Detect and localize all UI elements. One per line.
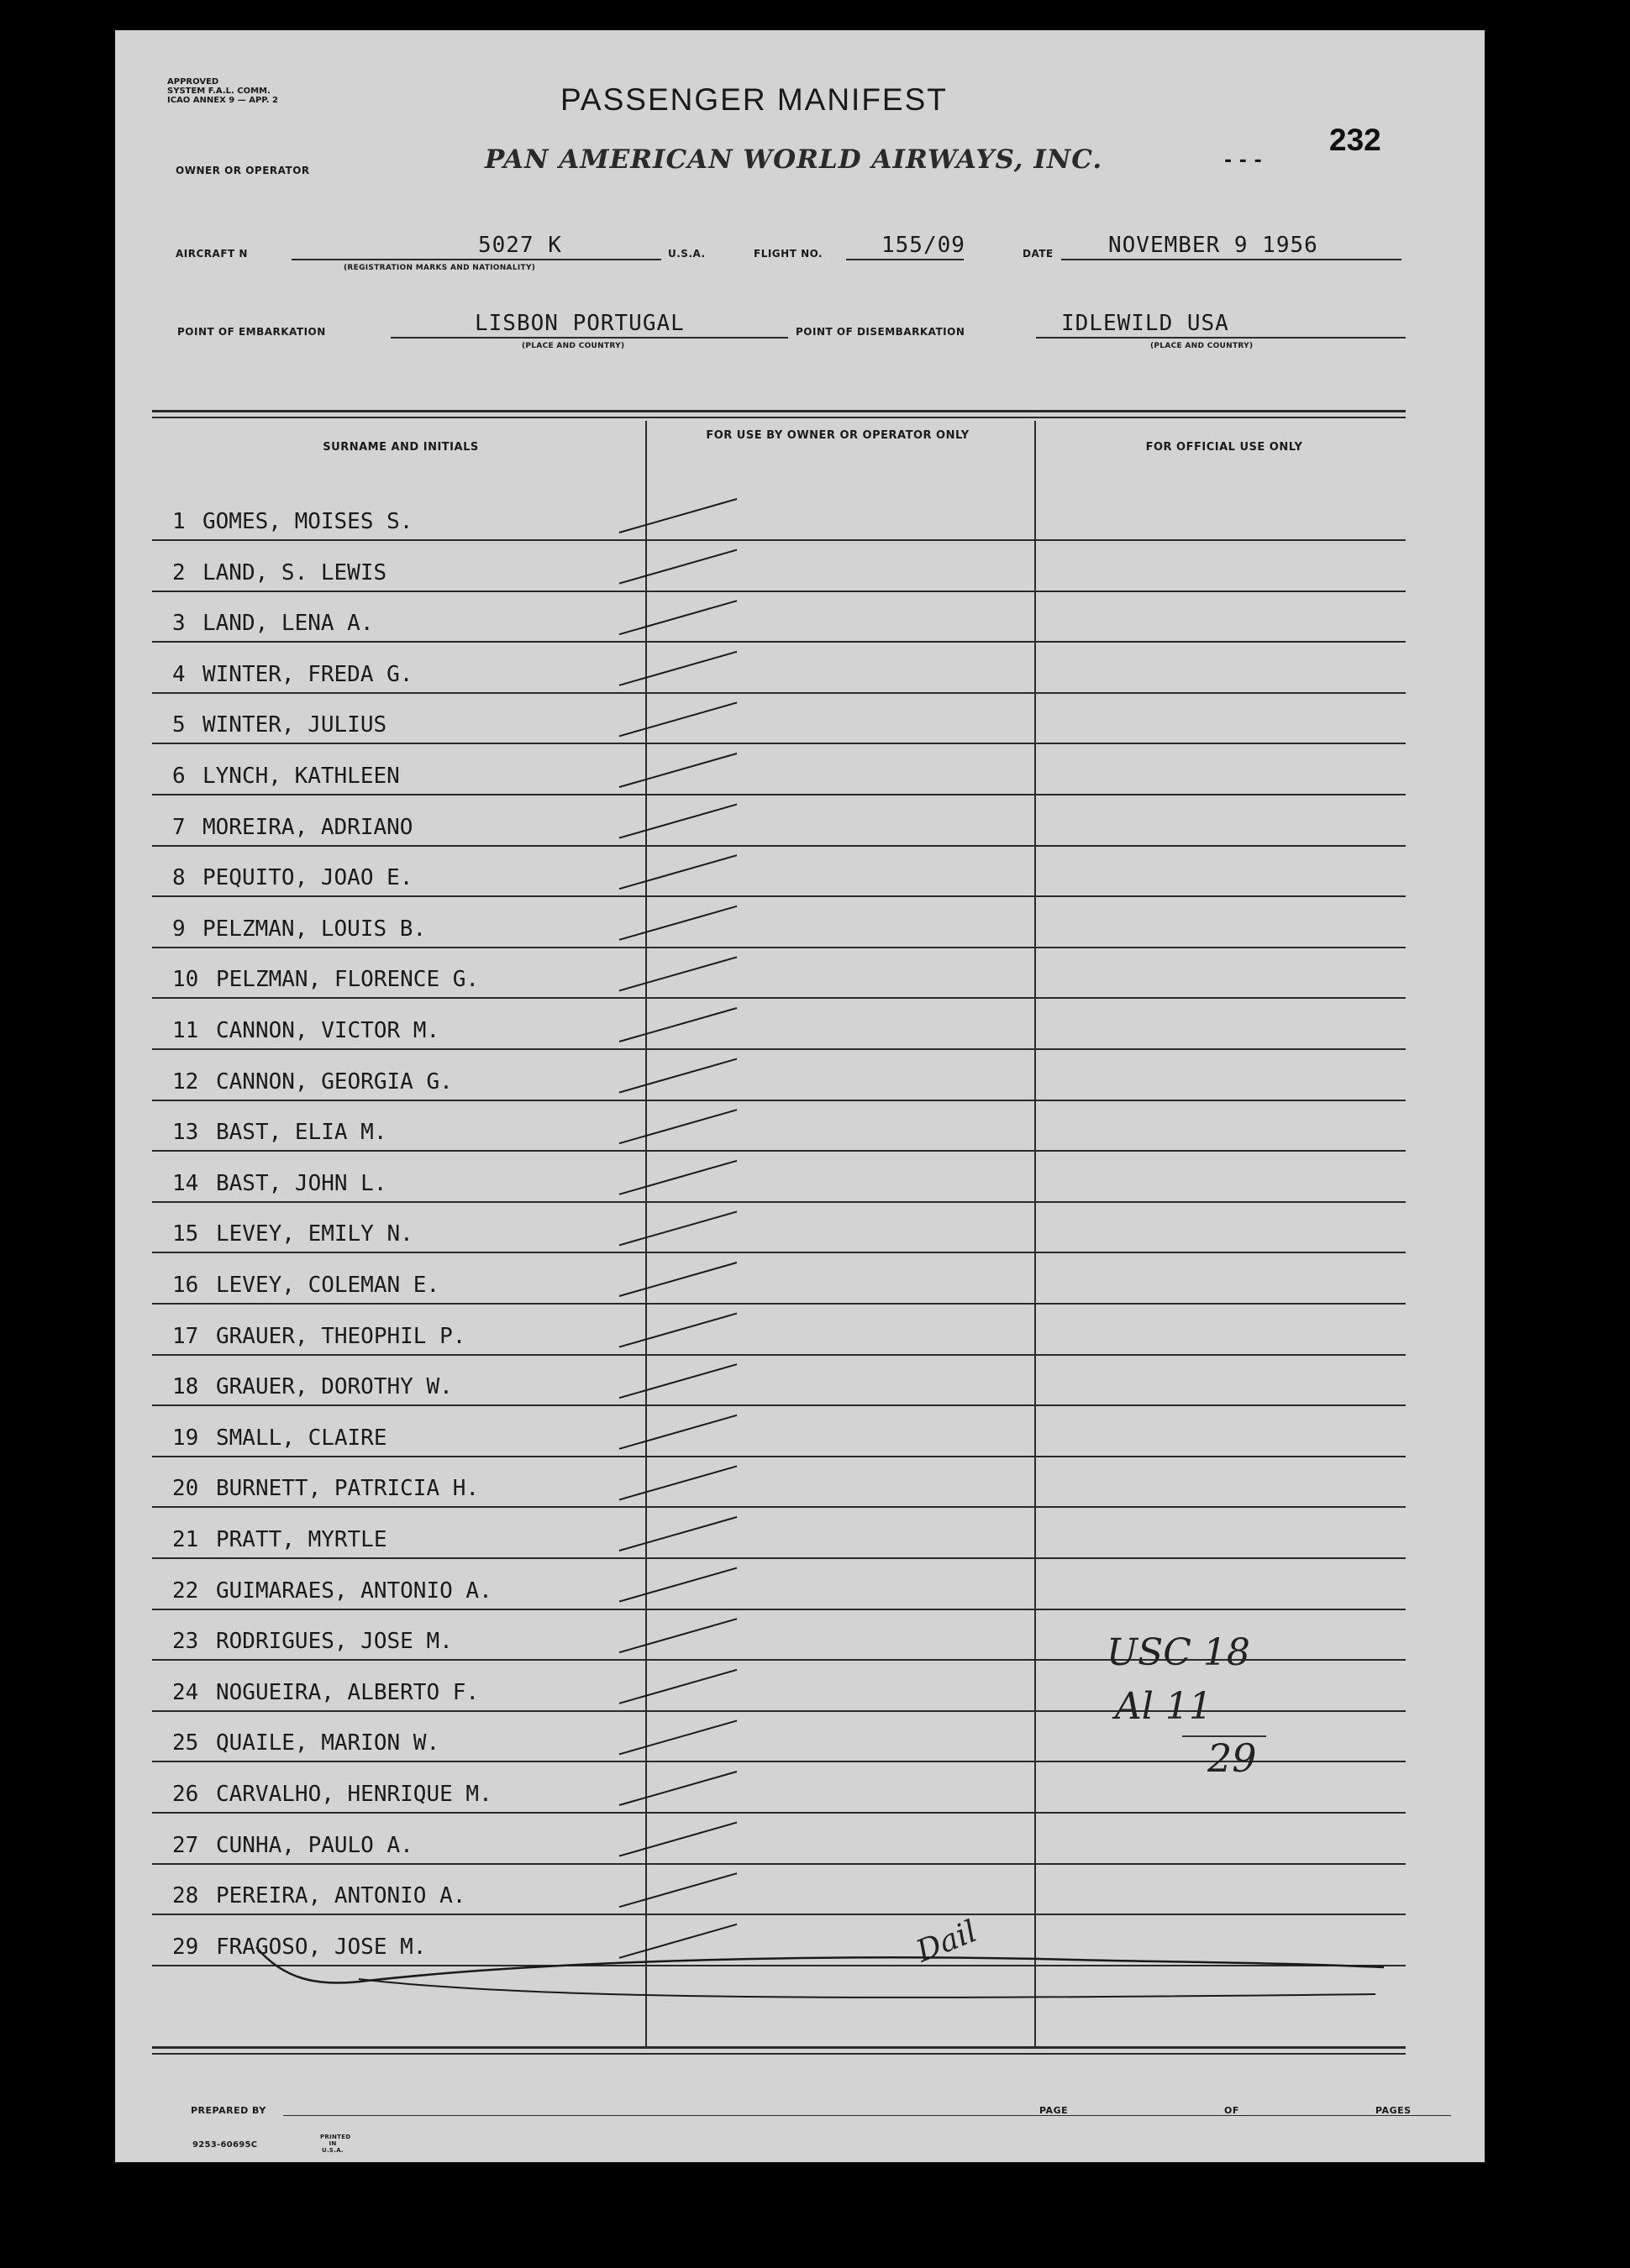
passenger-number: 26 xyxy=(172,1782,199,1807)
check-mark xyxy=(619,805,737,838)
passenger-name: BAST, JOHN L. xyxy=(216,1170,387,1196)
passenger-name: CUNHA, PAULO A. xyxy=(216,1832,413,1858)
flight-value: 155/09 xyxy=(881,233,965,258)
passenger-number: 12 xyxy=(172,1068,199,1095)
check-mark xyxy=(619,499,737,533)
passenger-number: 24 xyxy=(172,1679,199,1705)
passenger-name: GRAUER, DOROTHY W. xyxy=(216,1374,453,1400)
disembarkation-label: POINT OF DISEMBARKATION xyxy=(796,326,965,338)
passenger-number: 14 xyxy=(172,1170,199,1196)
flight-label: FLIGHT NO. xyxy=(754,248,823,260)
check-mark xyxy=(619,1670,737,1704)
passenger-name: LEVEY, EMILY N. xyxy=(216,1221,413,1247)
date-label: DATE xyxy=(1023,248,1054,260)
owner-value: PAN AMERICAN WORLD AIRWAYS, INC. xyxy=(485,144,1103,175)
passenger-name: LYNCH, KATHLEEN xyxy=(202,764,400,789)
passenger-name: WINTER, FREDA G. xyxy=(202,661,413,687)
check-mark xyxy=(619,1314,737,1347)
passenger-number: 27 xyxy=(172,1832,199,1858)
embarkation-label: POINT OF EMBARKATION xyxy=(177,326,326,338)
passenger-name: MOREIRA, ADRIANO xyxy=(202,814,413,840)
check-mark xyxy=(619,1263,737,1296)
check-mark xyxy=(619,1364,737,1398)
passenger-number: 20 xyxy=(172,1476,199,1502)
passenger-number: 2 xyxy=(172,559,186,585)
passenger-name: FRAGOSO, JOSE M. xyxy=(216,1934,427,1960)
check-mark xyxy=(619,1517,737,1551)
passenger-name: NOGUEIRA, ALBERTO F. xyxy=(216,1679,480,1705)
approval-line: SYSTEM F.A.L. COMM. xyxy=(167,87,271,96)
page-dashes: - - - xyxy=(1224,150,1263,171)
passenger-number: 17 xyxy=(172,1323,199,1349)
page-title: PASSENGER MANIFEST xyxy=(560,82,948,117)
passenger-name: BAST, ELIA M. xyxy=(216,1120,387,1146)
passenger-number: 23 xyxy=(172,1629,199,1655)
passenger-name: BURNETT, PATRICIA H. xyxy=(216,1476,480,1502)
check-mark xyxy=(619,1924,737,1958)
check-mark xyxy=(619,702,737,736)
passenger-number: 21 xyxy=(172,1527,199,1552)
disembarkation-value: IDLEWILD USA xyxy=(1061,311,1229,336)
pages-label: PAGES xyxy=(1375,2105,1412,2116)
prepared-by-underline xyxy=(283,2115,1451,2116)
check-mark xyxy=(619,855,737,889)
disembarkation-caption: (PLACE AND COUNTRY) xyxy=(1150,342,1254,350)
passenger-number: 3 xyxy=(172,611,186,637)
passenger-number: 6 xyxy=(172,764,186,789)
date-value: NOVEMBER 9 1956 xyxy=(1108,233,1318,258)
passenger-number: 13 xyxy=(172,1120,199,1146)
aircraft-label: AIRCRAFT N xyxy=(176,248,248,260)
registration-caption: (REGISTRATION MARKS AND NATIONALITY) xyxy=(344,264,536,272)
passenger-number: 28 xyxy=(172,1883,199,1909)
printed-label: PRINTED IN U.S.A. xyxy=(320,2134,351,2154)
passenger-name: CANNON, GEORGIA G. xyxy=(216,1068,453,1095)
check-mark xyxy=(619,1823,737,1856)
passenger-number: 10 xyxy=(172,967,199,993)
handwriting-layer xyxy=(115,30,1485,2162)
check-mark xyxy=(619,1466,737,1499)
passenger-name: CANNON, VICTOR M. xyxy=(216,1018,440,1043)
check-mark xyxy=(619,1568,737,1602)
check-mark xyxy=(619,601,737,634)
col-header-surname: SURNAME AND INITIALS xyxy=(323,441,479,454)
check-mark xyxy=(619,1772,737,1805)
closing-mark: Dail xyxy=(912,1914,982,1970)
passenger-number: 22 xyxy=(172,1578,199,1604)
check-mark xyxy=(619,1161,737,1194)
check-mark xyxy=(619,1619,737,1652)
check-mark xyxy=(619,1110,737,1143)
passenger-name: PEQUITO, JOAO E. xyxy=(202,865,413,891)
page-label: PAGE xyxy=(1039,2105,1069,2116)
check-mark xyxy=(619,957,737,990)
check-mark xyxy=(619,1873,737,1907)
check-mark xyxy=(619,1211,737,1245)
manifest-sheet xyxy=(115,30,1485,2162)
check-mark xyxy=(619,753,737,787)
check-mark xyxy=(619,1415,737,1449)
passenger-name: WINTER, JULIUS xyxy=(202,712,387,738)
col-header-official: FOR OFFICIAL USE ONLY xyxy=(1145,441,1303,454)
usa-label: U.S.A. xyxy=(668,248,706,260)
passenger-name: LEVEY, COLEMAN E. xyxy=(216,1273,440,1298)
passenger-name: GRAUER, THEOPHIL P. xyxy=(216,1323,466,1349)
passenger-number: 5 xyxy=(172,712,186,738)
official-note: USC 18 xyxy=(1107,1631,1250,1674)
passenger-name: SMALL, CLAIRE xyxy=(216,1425,387,1451)
form-number: 9253-60695C xyxy=(192,2140,258,2150)
page-number: 232 xyxy=(1329,123,1381,157)
aircraft-value: 5027 K xyxy=(478,233,562,258)
passenger-number: 11 xyxy=(172,1018,199,1043)
passenger-name: QUAILE, MARION W. xyxy=(216,1730,440,1756)
passenger-number: 8 xyxy=(172,865,186,891)
approval-line: ICAO ANNEX 9 — APP. 2 xyxy=(167,96,279,105)
passenger-name: CARVALHO, HENRIQUE M. xyxy=(216,1782,492,1807)
official-note: 29 xyxy=(1207,1735,1257,1781)
check-mark xyxy=(619,1008,737,1042)
prepared-by-label: PREPARED BY xyxy=(191,2105,266,2116)
table-bottom-rule xyxy=(152,2046,1406,2049)
passenger-name: GUIMARAES, ANTONIO A. xyxy=(216,1578,492,1604)
passenger-name: GOMES, MOISES S. xyxy=(202,509,413,534)
passenger-number: 16 xyxy=(172,1273,199,1298)
check-mark xyxy=(619,1059,737,1093)
col-header-owner-use: FOR USE BY OWNER OR OPERATOR ONLY xyxy=(706,429,970,442)
passenger-number: 4 xyxy=(172,661,186,687)
closing-stroke xyxy=(256,1947,1384,1983)
passenger-name: PRATT, MYRTLE xyxy=(216,1527,387,1552)
passenger-number: 18 xyxy=(172,1374,199,1400)
check-mark xyxy=(619,550,737,584)
passenger-number: 15 xyxy=(172,1221,199,1247)
passenger-number: 29 xyxy=(172,1934,199,1960)
passenger-name: PELZMAN, LOUIS B. xyxy=(202,916,427,942)
passenger-number: 25 xyxy=(172,1730,199,1756)
embarkation-value: LISBON PORTUGAL xyxy=(475,311,685,336)
embarkation-caption: (PLACE AND COUNTRY) xyxy=(522,342,625,350)
passenger-number: 1 xyxy=(172,509,186,534)
passenger-number: 9 xyxy=(172,916,186,942)
passenger-number: 19 xyxy=(172,1425,199,1451)
passenger-name: RODRIGUES, JOSE M. xyxy=(216,1629,453,1655)
passenger-name: PEREIRA, ANTONIO A. xyxy=(216,1883,466,1909)
passenger-name: LAND, S. LEWIS xyxy=(202,559,387,585)
check-mark xyxy=(619,906,737,940)
closing-stroke xyxy=(359,1979,1375,1998)
passenger-name: PELZMAN, FLORENCE G. xyxy=(216,967,480,993)
owner-label: OWNER OR OPERATOR xyxy=(176,165,310,176)
passenger-number: 7 xyxy=(172,814,186,840)
official-note: Al 11 xyxy=(1115,1685,1212,1728)
check-marks xyxy=(619,499,737,1958)
check-mark xyxy=(619,1720,737,1754)
approval-line: APPROVED xyxy=(167,77,219,87)
of-label: OF xyxy=(1224,2105,1239,2116)
table-bottom-rule xyxy=(152,2053,1406,2055)
passenger-name: LAND, LENA A. xyxy=(202,611,374,637)
check-mark xyxy=(619,652,737,685)
